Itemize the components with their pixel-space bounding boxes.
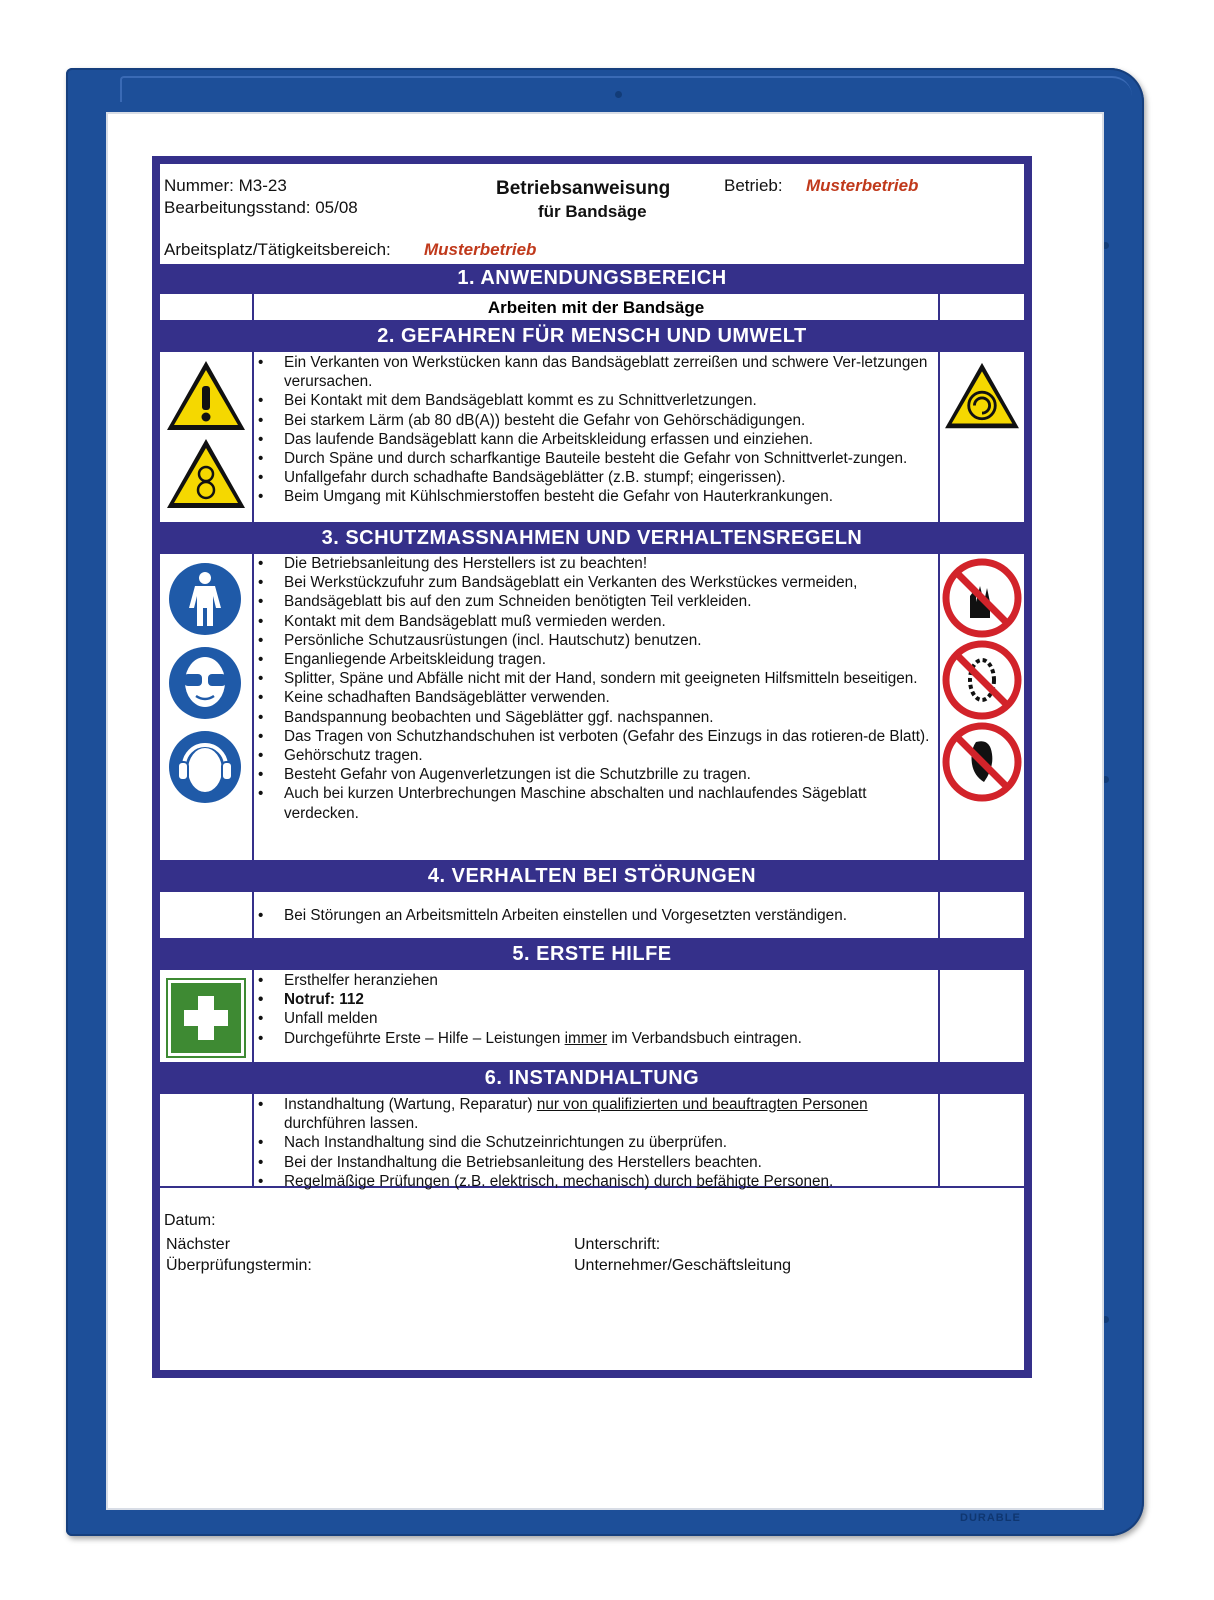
workplace-label: Arbeitsplatz/Tätigkeitsbereich: [164, 240, 391, 259]
list-item: • Ein Verkanten von Werkstücken kann das Bandsägeblatt zerreißen und schwere Ver-letzungen verursachen. [284, 353, 930, 391]
first-aid-icon [166, 978, 246, 1058]
underlined-text: befähigte Personen [696, 1172, 830, 1190]
frame-edge [120, 76, 1132, 102]
list-item: • Auch bei kurzen Unterbrechungen Maschine abschalten und nachlaufendes Sägeblatt verdecken. [284, 784, 930, 822]
measures-list-cell [254, 554, 938, 860]
underlined-text: nur von qualifizierten und beauftragten Personen [536, 1096, 868, 1113]
hazards-list-cell [254, 352, 938, 522]
no-gloves-icon [942, 558, 1022, 638]
list-item: • Besteht Gefahr von Augenverletzungen ist die Schutzbrille zu tragen. [284, 765, 930, 784]
underlined-text: immer [564, 1029, 608, 1047]
list-item: • Unfall melden [284, 1009, 930, 1028]
first-aid-list-cell [254, 970, 938, 1062]
list-item [284, 1172, 930, 1191]
text-part: im Verbandsbuch eintragen. [607, 1029, 802, 1047]
list-item: • Splitter, Späne und Abfälle nicht mit der Hand, sondern mit geeigneten Hilfsmitteln beseitigen. [284, 669, 930, 688]
list-item: • Unfallgefahr durch schadhafte Bandsägeblätter (z.B. stumpf; eingerissen). [284, 468, 930, 487]
ear-protection-icon [164, 726, 246, 808]
signature-label: Unterschrift: [574, 1236, 661, 1253]
list-item: • Bei der Instandhaltung die Betriebsanleitung des Herstellers beachten. [284, 1153, 930, 1172]
company-value: Musterbetrieb [806, 176, 919, 195]
list-item: • Bandspannung beobachten und Sägeblätter ggf. nachspannen. [284, 708, 930, 727]
company-label: Betrieb: [724, 176, 783, 195]
icon-cell [938, 970, 1024, 1062]
section-title-4: 4. VERHALTEN BEI STÖRUNGEN [160, 862, 1024, 890]
section-1-row [160, 292, 1024, 322]
list-item: • Bei Kontakt mit dem Bandsägeblatt kommt es zu Schnittverletzungen. [284, 391, 930, 410]
document-header [160, 164, 1024, 264]
list-item: • Keine schadhaften Bandsägeblätter verwenden. [284, 688, 930, 707]
entanglement-warning-icon [164, 436, 248, 512]
section-title-5: 5. ERSTE HILFE [160, 940, 1024, 968]
malfunction-list-cell [254, 892, 938, 938]
text-part: durchführen lassen. [284, 1115, 419, 1133]
icon-cell [938, 554, 1024, 860]
maintenance-list-cell [254, 1094, 938, 1190]
list-item: • Persönliche Schutzausrüstungen (incl. Hautschutz) benutzen. [284, 631, 930, 650]
first-aid-list [254, 971, 938, 1048]
list-item: • Beim Umgang mit Kühlschmierstoffen besteht die Gefahr von Hauterkrankungen. [284, 487, 930, 506]
safety-goggles-icon [164, 642, 246, 724]
list-item: • Bei Werkstückzufuhr zum Bandsägeblatt ein Verkanten des Werkstückes vermeiden, [284, 573, 930, 592]
hazards-list [254, 353, 938, 507]
brand-logo: DURABLE [960, 1512, 1021, 1524]
revision-status: Bearbeitungsstand: 05/08 [164, 198, 358, 217]
rotating-parts-warning-icon [942, 360, 1022, 432]
management-label: Unternehmer/Geschäftsleitung [574, 1257, 791, 1274]
icon-cell [938, 294, 1024, 320]
section-title-6: 6. INSTANDHALTUNG [160, 1064, 1024, 1092]
section-3-row [160, 552, 1024, 862]
next-review-label: Nächster [166, 1236, 231, 1253]
list-item: • Das Tragen von Schutzhandschuhen ist verboten (Gefahr des Einzugs in das rotieren-de Blatt). [284, 727, 930, 746]
text-part: Instandhaltung (Wartung, Reparatur) [284, 1096, 537, 1113]
list-item: • Die Betriebsanleitung des Herstellers ist zu beachten! [284, 554, 930, 573]
malfunction-list [254, 906, 938, 925]
list-item [284, 1095, 930, 1133]
section-title-2: 2. GEFAHREN FÜR MENSCH UND UMWELT [160, 322, 1024, 350]
no-long-hair-icon [942, 722, 1022, 802]
operating-instructions-document [152, 156, 1032, 1378]
section-title-3: 3. SCHUTZMASSNAHMEN UND VERHALTENSREGELN [160, 524, 1024, 552]
text-part: Regelmäßige Prüfungen (z.B. elektrisch, mechanisch) durch [284, 1172, 697, 1190]
list-item: • Das laufende Bandsägeblatt kann die Arbeitskleidung erfassen und einziehen. [284, 430, 930, 449]
maintenance-list [254, 1095, 938, 1191]
list-item: • Kontakt mit dem Bandsägeblatt muß vermieden werden. [284, 612, 930, 631]
text-part: . [829, 1172, 834, 1190]
icon-cell [160, 1094, 254, 1186]
section-2-row [160, 350, 1024, 524]
date-label: Datum: [164, 1212, 216, 1229]
no-jewelry-icon [942, 640, 1022, 720]
section-6-row [160, 1092, 1024, 1188]
list-item [284, 1029, 930, 1048]
icon-cell [160, 294, 254, 320]
list-item: • Enganliegende Arbeitskleidung tragen. [284, 650, 930, 669]
list-item: • Bei starkem Lärm (ab 80 dB(A)) besteht die Gefahr von Gehörschädigungen. [284, 411, 930, 430]
workplace-value: Musterbetrieb [424, 240, 537, 259]
frame-rivet [615, 91, 622, 98]
icon-cell [160, 970, 254, 1062]
protective-clothing-icon [164, 558, 246, 640]
emergency-number: • Notruf: 112 [284, 990, 930, 1009]
list-item: • Bei Störungen an Arbeitsmitteln Arbeiten einstellen und Vorgesetzten verständigen. [284, 906, 930, 925]
list-item: • Ersthelfer heranziehen [284, 971, 930, 990]
general-warning-icon [164, 358, 248, 434]
icon-cell [160, 554, 254, 860]
list-item: • Bandsägeblatt bis auf den zum Schneiden benötigten Teil verkleiden. [284, 592, 930, 611]
icon-cell [938, 892, 1024, 938]
document-number: Nummer: M3-23 [164, 176, 287, 195]
section-5-row [160, 968, 1024, 1064]
icon-cell [160, 892, 254, 938]
review-date-label: Überprüfungstermin: [166, 1257, 312, 1274]
text-part: Durchgeführte Erste – Hilfe – Leistungen [284, 1029, 565, 1047]
list-item: • Gehörschutz tragen. [284, 746, 930, 765]
icon-cell [160, 352, 254, 522]
list-item: • Durch Späne und durch scharfkantige Bauteile besteht die Gefahr von Schnittverlet-zungen. [284, 449, 930, 468]
section-4-row [160, 890, 1024, 940]
icon-cell [938, 352, 1024, 522]
section-title-1: 1. ANWENDUNGSBEREICH [160, 264, 1024, 292]
list-item: • Nach Instandhaltung sind die Schutzeinrichtungen zu überprüfen. [284, 1133, 930, 1152]
application-text: Arbeiten mit der Bandsäge [487, 298, 705, 317]
document-title: Betriebsanweisung [496, 178, 671, 199]
icon-cell [938, 1094, 1024, 1186]
measures-list [254, 554, 938, 823]
document-subtitle: für Bandsäge [538, 202, 647, 221]
